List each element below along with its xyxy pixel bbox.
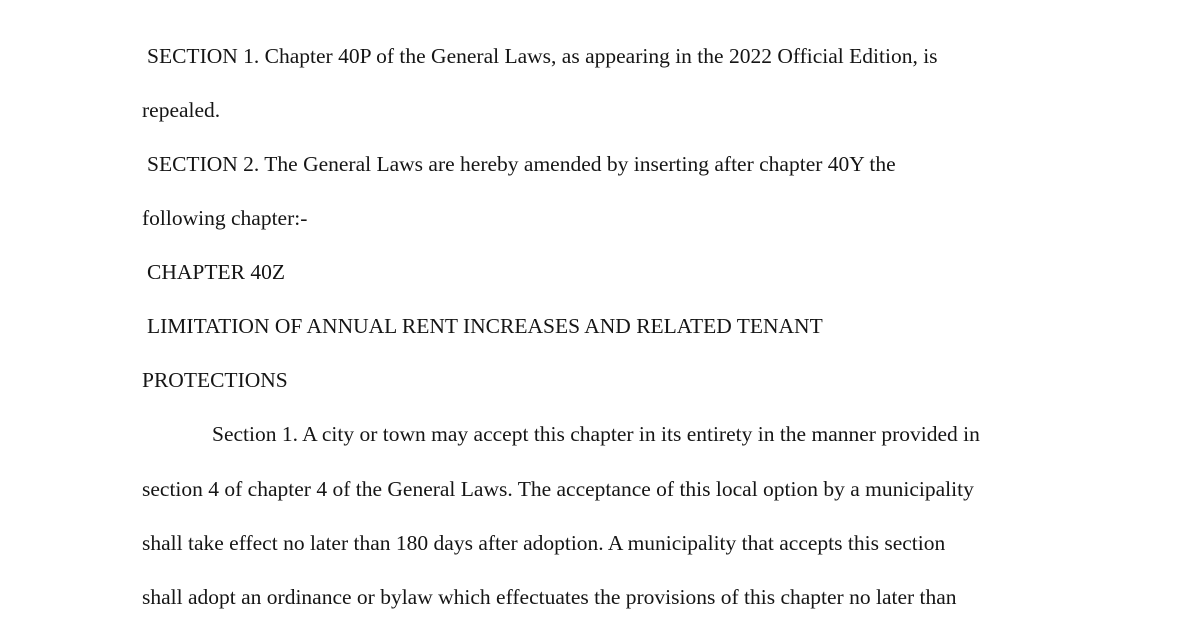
chapter-number: CHAPTER 40Z xyxy=(147,260,285,284)
body-paragraph-line: Section 1. A city or town may accept this chapter in its entirety in the manner provided in xyxy=(212,422,980,446)
section-1-heading-line: SECTION 1. Chapter 40P of the General Laws, as appearing in the 2022 Official Edition, is xyxy=(147,44,938,68)
body-paragraph-line: section 4 of chapter 4 of the General Laws. The acceptance of this local option by a municipality xyxy=(142,477,974,501)
body-paragraph-line: shall take effect no later than 180 days after adoption. A municipality that accepts this section xyxy=(142,531,946,555)
section-2-continuation-line: following chapter:- xyxy=(142,206,308,230)
body-paragraph-line: shall adopt an ordinance or bylaw which effectuates the provisions of this chapter no later than xyxy=(142,585,957,609)
chapter-title-line-1: LIMITATION OF ANNUAL RENT INCREASES AND RELATED TENANT xyxy=(147,314,823,338)
section-2-heading-line: SECTION 2. The General Laws are hereby amended by inserting after chapter 40Y the xyxy=(147,152,896,176)
section-1-continuation-line: repealed. xyxy=(142,98,221,122)
chapter-title-line-2: PROTECTIONS xyxy=(142,368,288,392)
